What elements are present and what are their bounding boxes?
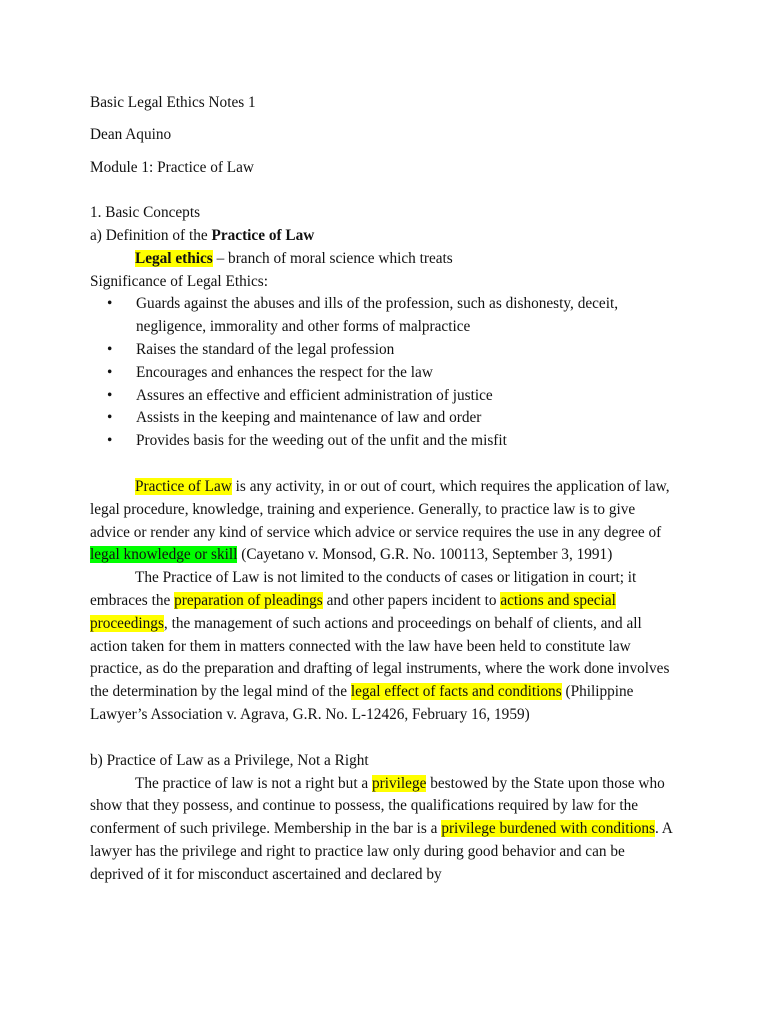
- paragraph-text: , the management of such actions and proceedings on behalf of clients, and all action taken for them in matters connected with the law have been held to constitute law practice, as do the preparation and drafting of legal instruments, where the work done involves the determination by the legal mind of the: [90, 614, 670, 701]
- paragraph-text: and other papers incident to: [322, 591, 501, 609]
- subheading-bold-term: Practice of Law: [211, 226, 315, 244]
- highlight-preparation-of-pleadings: preparation of pleadings: [174, 591, 323, 609]
- list-item: • Assures an effective and efficient administration of justice: [136, 385, 678, 408]
- paragraph-privilege: [90, 773, 678, 887]
- highlight-privilege: privilege: [372, 774, 427, 792]
- legal-ethics-term: Legal ethics: [135, 249, 213, 267]
- paragraph-text: bestowed by the State upon those who show that they possess, and continue to possess, the qualifications required by law for the conferment of such privilege. Membership in the bar is a: [90, 774, 665, 838]
- document-author: Dean Aquino: [90, 126, 172, 144]
- highlight-legal-knowledge: legal knowledge or skill: [90, 546, 238, 564]
- module-heading: Module 1: Practice of Law: [90, 158, 254, 176]
- list-item: • Encourages and enhances the respect for the law: [136, 362, 678, 385]
- highlight-privilege-burdened: privilege burdened with conditions: [441, 820, 655, 838]
- list-item: • Provides basis for the weeding out of the unfit and the misfit: [136, 430, 678, 453]
- legal-ethics-definition: [90, 248, 678, 271]
- spacer: [90, 453, 678, 476]
- significance-list: [90, 293, 678, 453]
- paragraph-practice-of-law: [90, 476, 678, 567]
- list-item: • Assists in the keeping and maintenance of law and order: [136, 407, 678, 430]
- list-item: • Raises the standard of the legal profession: [136, 339, 678, 362]
- paragraph-text: . A lawyer has the privilege and right to practice law only during good behavior and can be deprived of it for misconduct ascertained and declared by: [90, 820, 673, 883]
- spacer: [90, 727, 678, 750]
- section-heading-privilege: b) Practice of Law as a Privilege, Not a Right: [90, 751, 369, 769]
- paragraph-text: is any activity, in or out of court, which requires the application of law, legal procedure, knowledge, training and experience. Generally, to practice law is to give advice or render any kind of service which advice or service requires the use in any degree of: [90, 477, 670, 541]
- highlight-actions-and-special-proceedings: actions and special proceedings: [90, 591, 616, 632]
- paragraph-scope: [90, 567, 678, 727]
- paragraph-text: The practice of law is not a right but a: [135, 774, 373, 792]
- legal-ethics-def-text: – branch of moral science which treats: [212, 249, 453, 267]
- significance-heading: Significance of Legal Ethics:: [90, 272, 268, 290]
- subheading-prefix: a) Definition of the: [90, 226, 212, 244]
- paragraph-text: (Cayetano v. Monsod, G.R. No. 100113, September 3, 1991): [237, 546, 613, 564]
- list-item: • Guards against the abuses and ills of the profession, such as dishonesty, deceit, negligence, immorality and other forms of malpractice: [136, 293, 678, 339]
- subheading-definition: [90, 225, 678, 248]
- paragraph-text: (Philippine Lawyer’s Association v. Agrava, G.R. No. L-12426, February 16, 1959): [90, 683, 634, 723]
- document-title: Basic Legal Ethics Notes 1: [90, 94, 256, 111]
- highlight-practice-of-law: Practice of Law: [135, 477, 232, 495]
- spacer: [90, 189, 678, 202]
- section-heading-basic-concepts: 1. Basic Concepts: [90, 204, 201, 222]
- highlight-legal-effect: legal effect of facts and conditions: [350, 683, 562, 701]
- paragraph-text: The Practice of Law is not limited to the conducts of cases or litigation in court; it embraces the: [90, 569, 637, 609]
